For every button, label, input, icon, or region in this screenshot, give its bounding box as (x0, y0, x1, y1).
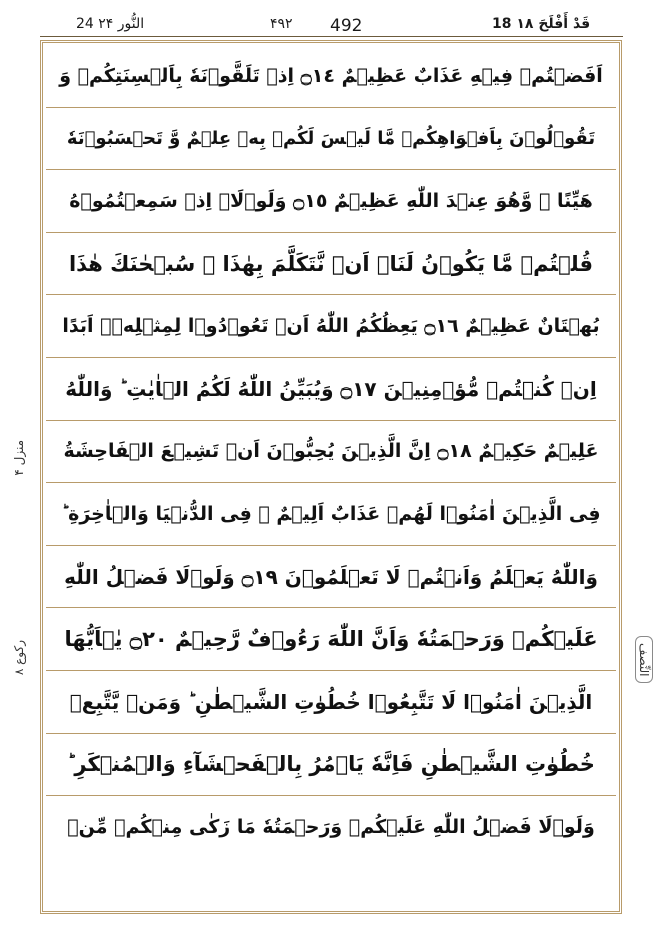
line-text: الَّذِيۡنَ اٰمَنُوۡا لَا تَتَّبِعُوۡا خُطُوٰتِ الشَّيۡطٰنِ ؕ وَمَنۡ يَّتَّبِعۡ (69, 689, 593, 714)
line-text: اِنۡ كُنۡتُمۡ مُّؤۡمِنِيۡنَ ۝١٧ وَيُبَيِّنُ اللّٰهُ لَكُمُ الۡاٰيٰتِ ؕ وَاللّٰهُ (65, 376, 597, 401)
line-text: اَفَضۡتُمۡ فِيۡهِ عَذَابٌ عَظِيۡمٌ ۝١٤ اِذۡ تَلَقَّوۡنَهٗ بِاَلۡسِنَتِكُمۡ وَ (59, 64, 603, 87)
text-line (46, 108, 616, 171)
manzil-marker: منزل ۴ (12, 440, 26, 476)
text-line (46, 671, 616, 734)
header-rule (40, 36, 623, 37)
text-line (46, 358, 616, 421)
text-line (46, 546, 616, 609)
text-frame (40, 40, 622, 914)
text-line (46, 233, 616, 296)
line-text: عَلَيۡكُمۡ وَرَحۡمَتُهٗ وَاَنَّ اللّٰهَ رَءُوۡفٌ رَّحِيۡمٌ ۝٢٠ يٰۤاَيُّهَا (64, 627, 598, 652)
line-text: عَلِيۡمٌ حَكِيۡمٌ ۝١٨ اِنَّ الَّذِيۡنَ يُحِبُّوۡنَ اَنۡ تَشِيۡعَ الۡفَاحِشَةُ (63, 440, 599, 463)
page-number: 492 (330, 16, 363, 36)
text-line (46, 608, 616, 671)
hizb-marker: النِّصف (635, 636, 653, 683)
page-number-arabic: ۴۹۲ (270, 16, 293, 32)
text-line (46, 483, 616, 546)
text-line (46, 796, 616, 859)
text-line (46, 45, 616, 108)
text-line (46, 295, 616, 358)
text-line (46, 734, 616, 797)
text-lines (46, 45, 616, 909)
page-header (0, 0, 663, 40)
line-text: وَاللّٰهُ يَعۡلَمُ وَاَنۡتُمۡ لَا تَعۡلَمُوۡنَ ۝١٩ وَلَوۡلَا فَضۡلُ اللّٰهِ (64, 564, 598, 589)
line-text: فِى الَّذِيۡنَ اٰمَنُوۡا لَهُمۡ عَذَابٌ اَلِيۡمٌ ۙ فِى الدُّنۡيَا وَالۡاٰخِرَةِ ؕ (61, 502, 601, 525)
text-line (46, 170, 616, 233)
text-line (46, 421, 616, 484)
line-text: خُطُوٰتِ الشَّيۡطٰنِ فَاِنَّهٗ يَاۡمُرُ بِالۡفَحۡشَآءِ وَالۡمُنۡكَرِ ؕ (67, 752, 595, 777)
surah-label: 24 النُّور ۲۴ (76, 16, 145, 32)
line-text: هَيِّنًا ۖ وَّهُوَ عِنۡدَ اللّٰهِ عَظِيۡمٌ ۝١٥ وَلَوۡلَاۤ اِذۡ سَمِعۡتُمُوۡهُ (69, 189, 593, 212)
line-text: تَقُوۡلُوۡنَ بِاَفۡوَاهِكُمۡ مَّا لَيۡسَ لَكُمۡ بِهٖ عِلۡمٌ وَّ تَحۡسَبُوۡنَهٗ (66, 127, 596, 149)
line-text: قُلۡتُمۡ مَّا يَكُوۡنُ لَنَاۤ اَنۡ نَّتَكَلَّمَ بِهٰذَا ۖ سُبۡحٰنَكَ هٰذَا (68, 251, 594, 276)
juz-label: 18 قَدْ أَفْلَحَ ۱۸ (492, 16, 591, 32)
ruku-marker: ركوع ۸ (12, 640, 26, 676)
line-text: بُهۡتَانٌ عَظِيۡمٌ ۝١٦ يَعِظُكُمُ اللّٰهُ اَنۡ تَعُوۡدُوۡا لِمِثۡلِهٖۤ اَبَدًا (62, 315, 600, 338)
line-text: وَلَوۡلَا فَضۡلُ اللّٰهِ عَلَيۡكُمۡ وَرَحۡمَتُهٗ مَا زَكٰى مِنۡكُمۡ مِّنۡ (67, 816, 595, 839)
